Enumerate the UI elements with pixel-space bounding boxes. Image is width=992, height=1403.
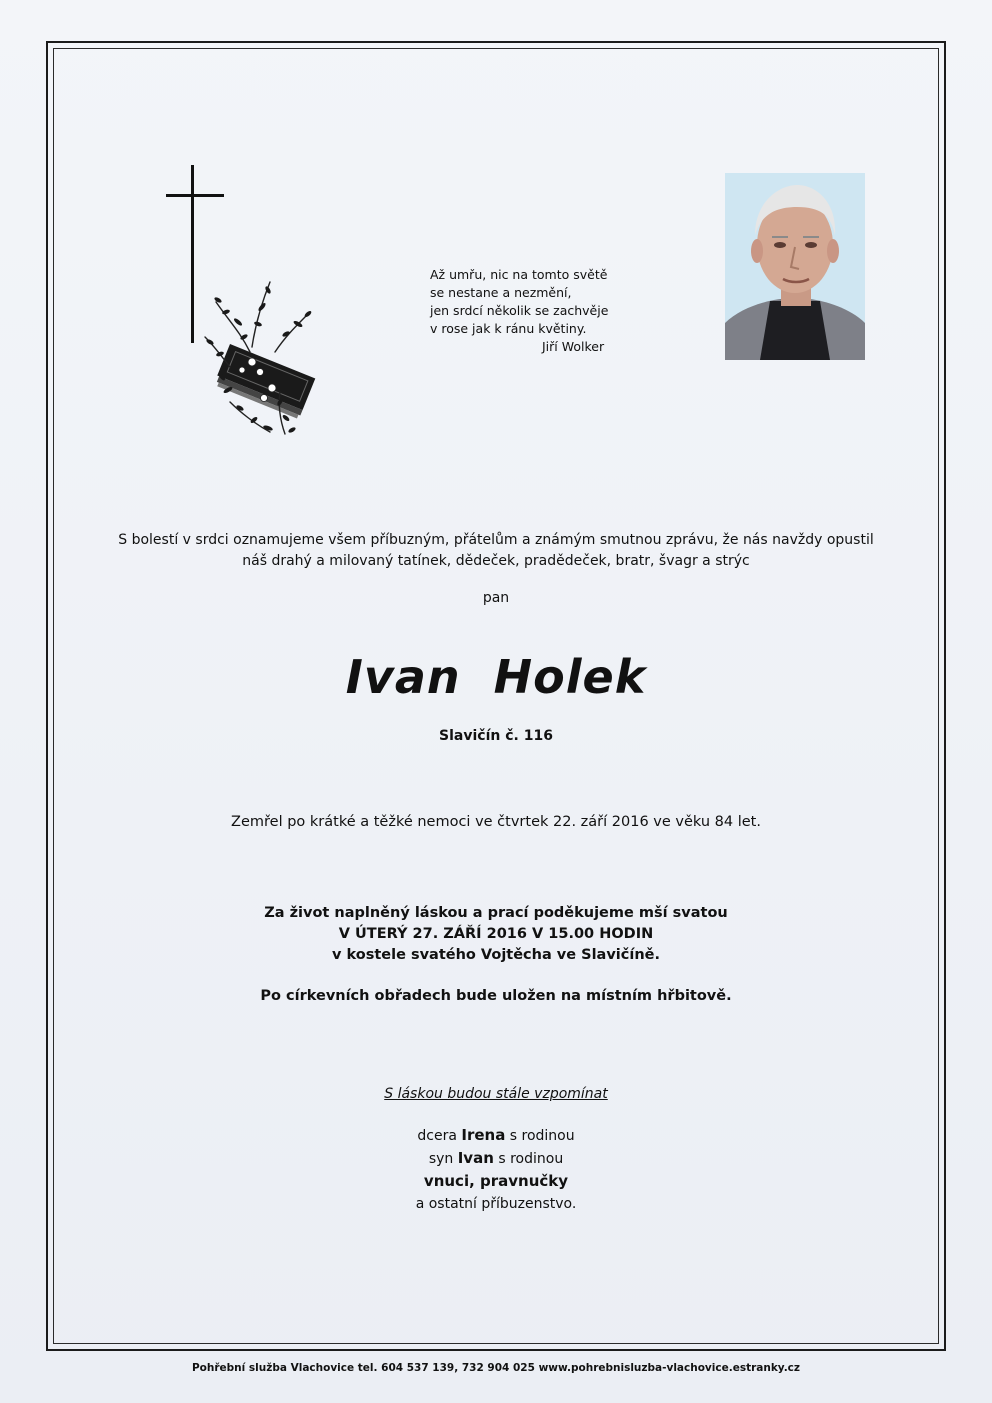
funeral-mass-info — [0, 903, 992, 966]
announcement-line: S bolestí v srdci oznamujeme všem příbuzným, přátelům a známým smutnou zprávu, že nás navždy opustil — [118, 532, 874, 548]
announcement-text — [100, 530, 892, 572]
deceased-name: Ivan Holek — [345, 650, 647, 704]
deceased-address: Slavičín č. 116 — [439, 728, 553, 744]
mourner-name: Ivan — [457, 1149, 494, 1167]
poem-block — [430, 266, 630, 356]
mass-date-line: V ÚTERÝ 27. ZÁŘÍ 2016 V 15.00 HODIN — [338, 926, 654, 942]
mass-line: Za život naplněný láskou a prací poděkujeme mší svatou — [264, 905, 728, 921]
cross-book-flowers-icon — [160, 162, 335, 447]
death-notice: Zemřel po krátké a těžké nemoci ve čtvrtek 22. září 2016 ve věku 84 let. — [231, 814, 761, 830]
poem-line: v rose jak k ránu květiny. — [430, 321, 587, 336]
funeral-service-footer: Pohřební služba Vlachovice tel. 604 537 139, 732 904 025 www.pohrebnisluzba-vlachovice.estranky.cz — [191, 1362, 801, 1374]
mourner-name: Irena — [461, 1126, 506, 1144]
poem-line: se nestane a nezmění, — [430, 285, 572, 300]
poem-line: jen srdcí několik se zachvěje — [430, 303, 609, 318]
mourner-row: a ostatní příbuzenstvo. — [415, 1196, 577, 1212]
burial-notice: Po církevních obřadech bude uložen na místním hřbitově. — [260, 988, 732, 1004]
mourner-row: syn Ivan s rodinou — [428, 1149, 564, 1167]
portrait-photo — [725, 173, 865, 360]
announcement-line: náš drahý a milovaný tatínek, dědeček, pradědeček, bratr, švagr a strýc — [242, 553, 750, 569]
poem-author: Jiří Wolker — [542, 339, 605, 354]
mass-location-line: v kostele svatého Vojtěcha ve Slavičíně. — [332, 947, 660, 963]
mourner-row: vnuci, pravnučky — [423, 1172, 569, 1190]
poem-line: Až umřu, nic na tomto světě — [430, 267, 608, 282]
mourners-list — [0, 1124, 992, 1215]
mourner-row: dcera Irena s rodinou — [417, 1126, 575, 1144]
remembrance-heading: S láskou budou stále vzpomínat — [384, 1086, 608, 1102]
salutation: pan — [482, 590, 510, 606]
